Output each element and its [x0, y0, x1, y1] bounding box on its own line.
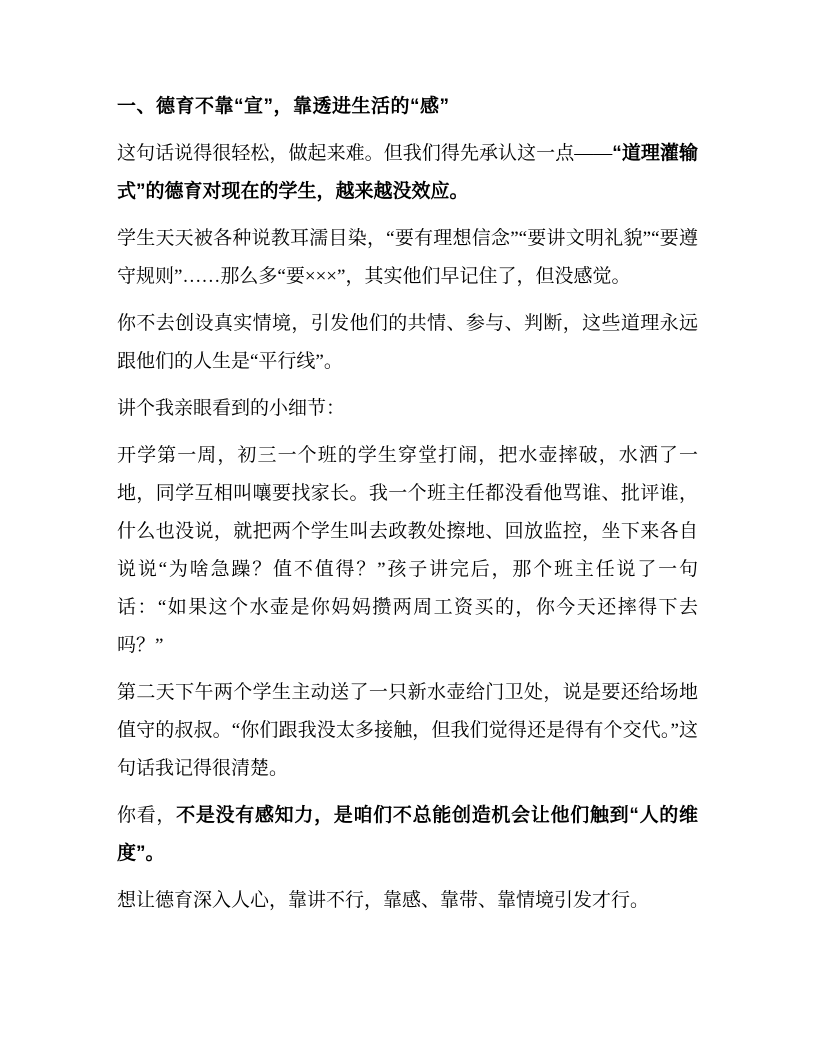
- text-run: 想让德育深入人心，靠讲不行，靠感、靠带、靠情境引发才行。: [117, 890, 650, 911]
- paragraphs-container: [117, 135, 698, 920]
- paragraph: [117, 437, 698, 665]
- paragraph: [117, 882, 698, 920]
- text-run: 学生天天被各种说教耳濡目染，“要有理想信念”“要讲文明礼貌”“要遵守规则”……那么多“要×××”，其实他们早记住了，但没感觉。: [117, 228, 698, 287]
- text-run: 你看，: [117, 805, 177, 826]
- section-heading: 一、德育不靠“宣”，靠透进生活的“感”: [117, 96, 450, 117]
- text-run: 第二天下午两个学生主动送了一只新水壶给门卫处，说是要还给场地值守的叔叔。“你们跟我没太多接触，但我们觉得还是得有个交代。”这句话我记得很清楚。: [117, 682, 698, 779]
- text-run: 这句话说得很轻松，做起来难。但我们得先承认这一点——: [117, 143, 613, 164]
- paragraph: [117, 674, 698, 788]
- paragraph: [117, 797, 698, 873]
- bold-text-run: “道理灌输式”的德育对现在的学生，越来越没效应。: [117, 143, 698, 202]
- paragraph: [117, 305, 698, 381]
- text-run: 开学第一周，初三一个班的学生穿堂打闹，把水壶摔破，水洒了一地，同学互相叫嚷要找家长。我一个班主任都没看他骂谁、批评谁，什么也没说，就把两个学生叫去政教处擦地、回放监控，坐下来各自说说“为啥急躁？值不值得？”孩子讲完后，那个班主任说了一句话：“如果这个水壶是你妈妈攒两周工资买的，你今天还摔得下去吗？”: [117, 445, 698, 656]
- text-run: 讲个我亲眼看到的小细节：: [117, 398, 346, 419]
- bold-text-run: 不是没有感知力，是咱们不总能创造机会让他们触到“人的维度”。: [117, 805, 698, 864]
- paragraph: [117, 390, 698, 428]
- paragraph: [117, 135, 698, 211]
- text-run: 你不去创设真实情境，引发他们的共情、参与、判断，这些道理永远跟他们的人生是“平行线”。: [117, 313, 698, 372]
- paragraph: [117, 220, 698, 296]
